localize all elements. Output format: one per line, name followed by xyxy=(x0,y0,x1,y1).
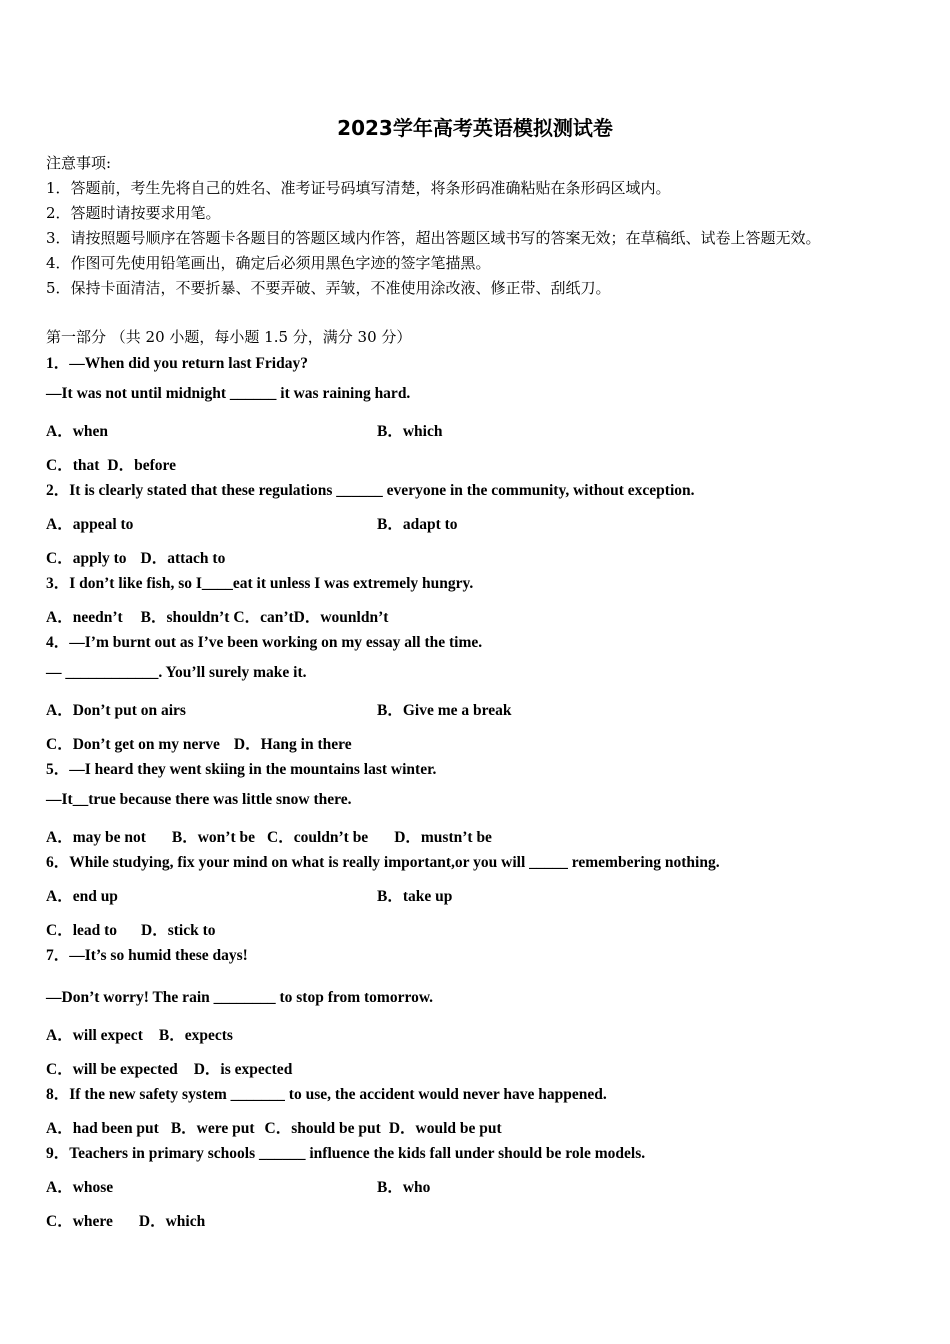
question-5-option-a: A．may be not xyxy=(46,829,146,846)
question-1-option-c: C．that xyxy=(46,457,100,474)
question-1-option-a: A．when xyxy=(46,423,109,440)
question-1-stem: 1．—When did you return last Friday? xyxy=(46,355,308,372)
question-2-options-cd xyxy=(46,546,225,568)
question-5-line2: —It__true because there was little snow there. xyxy=(46,791,352,808)
question-5-option-c: C．couldn’t be xyxy=(267,829,369,846)
question-5-option-d: D．mustn’t be xyxy=(394,829,492,846)
notice-item-3: 3．请按照题号顺序在答题卡各题目的答题区域内作答，超出答题区域书写的答案无效；在草稿纸、试卷上答题无效。 xyxy=(46,229,821,247)
question-2-option-b: B．adapt to xyxy=(377,516,458,533)
notice-item-4: 4．作图可先使用铅笔画出，确定后必须用黑色字迹的签字笔描黑。 xyxy=(46,254,491,272)
question-7-stem: 7．—It’s so humid these days! xyxy=(46,947,248,964)
question-4-line2: — ____________. You’ll surely make it. xyxy=(46,664,307,681)
notice-heading: 注意事项: xyxy=(46,154,112,172)
question-5-options xyxy=(46,825,492,847)
question-7-option-d: D．is expected xyxy=(193,1061,293,1078)
question-8-option-b: B．were put xyxy=(170,1120,255,1137)
question-7-line2: —Don’t worry! The rain ________ to stop from tomorrow. xyxy=(46,989,434,1006)
question-8-stem: 8．If the new safety system _______ to use, the accident would never have happened. xyxy=(46,1086,607,1103)
question-1-options-cd xyxy=(46,453,176,475)
question-6-option-a: A．end up xyxy=(46,888,118,905)
question-5-option-b: B．won’t be xyxy=(171,829,255,846)
question-2-option-d: D．attach to xyxy=(140,550,226,567)
question-9-option-c: C．where xyxy=(46,1213,113,1230)
question-8-option-d: D．would be put xyxy=(388,1120,502,1137)
question-2-stem: 2．It is clearly stated that these regulations ______ everyone in the community, without exception. xyxy=(46,482,695,499)
question-6-options-cd xyxy=(46,918,216,940)
question-1-option-d: D．before xyxy=(107,457,176,474)
question-7-options-cd xyxy=(46,1057,292,1079)
notice-item-5: 5．保持卡面清洁，不要折暴、不要弄破、弄皱，不准使用涂改液、修正带、刮纸刀。 xyxy=(46,279,611,297)
question-9-option-a: A．whose xyxy=(46,1179,114,1196)
question-9-option-b: B．who xyxy=(377,1179,431,1196)
question-8-option-c: C．should be put xyxy=(264,1120,381,1137)
question-3-option-c: C．can’t xyxy=(233,609,294,626)
question-2-option-c: C．apply to xyxy=(46,550,127,567)
notice-item-1: 1．答题前，考生先将自己的姓名、准考证号码填写清楚，将条形码准确粘贴在条形码区域内。 xyxy=(46,179,671,197)
question-7-option-c: C．will be expected xyxy=(46,1061,178,1078)
question-7-option-a: A．will expect xyxy=(46,1027,143,1044)
question-1-option-b: B．which xyxy=(377,423,443,440)
question-8-options xyxy=(46,1116,502,1138)
question-7-options-ab xyxy=(46,1023,233,1045)
question-2-option-a: A．appeal to xyxy=(46,516,134,533)
question-1-line2: —It was not until midnight ______ it was raining hard. xyxy=(46,385,411,402)
question-3-stem: 3．I don’t like fish, so I____eat it unless I was extremely hungry. xyxy=(46,575,474,592)
question-6-option-c: C．lead to xyxy=(46,922,118,939)
question-8-option-a: A．had been put xyxy=(46,1120,159,1137)
question-6-stem: 6．While studying, fix your mind on what is really important,or you will _____ remembering nothing. xyxy=(46,854,720,871)
question-4-option-a: A．Don’t put on airs xyxy=(46,702,186,719)
question-9-option-d: D．which xyxy=(138,1213,206,1230)
question-3-options xyxy=(46,605,388,627)
question-6-option-b: B．take up xyxy=(377,888,453,905)
question-9-stem: 9．Teachers in primary schools ______ influence the kids fall under should be role models. xyxy=(46,1145,646,1162)
question-7-option-b: B．expects xyxy=(158,1027,233,1044)
question-3-option-d: D．wounldn’t xyxy=(293,609,389,626)
question-4-option-d: D．Hang in there xyxy=(233,736,352,753)
section-heading: 第一部分 （共 20 小题，每小题 1.5 分，满分 30 分） xyxy=(46,328,412,346)
question-4-option-c: C．Don’t get on my nerve xyxy=(46,736,220,753)
question-9-options-cd xyxy=(46,1209,205,1231)
page-title: 2023学年高考英语模拟测试卷 xyxy=(337,116,613,140)
question-3-option-b: B．shouldn’t xyxy=(140,609,230,626)
question-5-stem: 5．—I heard they went skiing in the mountains last winter. xyxy=(46,761,437,778)
question-6-option-d: D．stick to xyxy=(141,922,216,939)
question-3-option-a: A．needn’t xyxy=(46,609,123,626)
notice-item-2: 2．答题时请按要求用笔。 xyxy=(46,204,221,222)
question-4-stem: 4．—I’m burnt out as I’ve been working on my essay all the time. xyxy=(46,634,483,651)
question-4-options-cd xyxy=(46,732,352,754)
question-4-option-b: B．Give me a break xyxy=(377,702,512,719)
